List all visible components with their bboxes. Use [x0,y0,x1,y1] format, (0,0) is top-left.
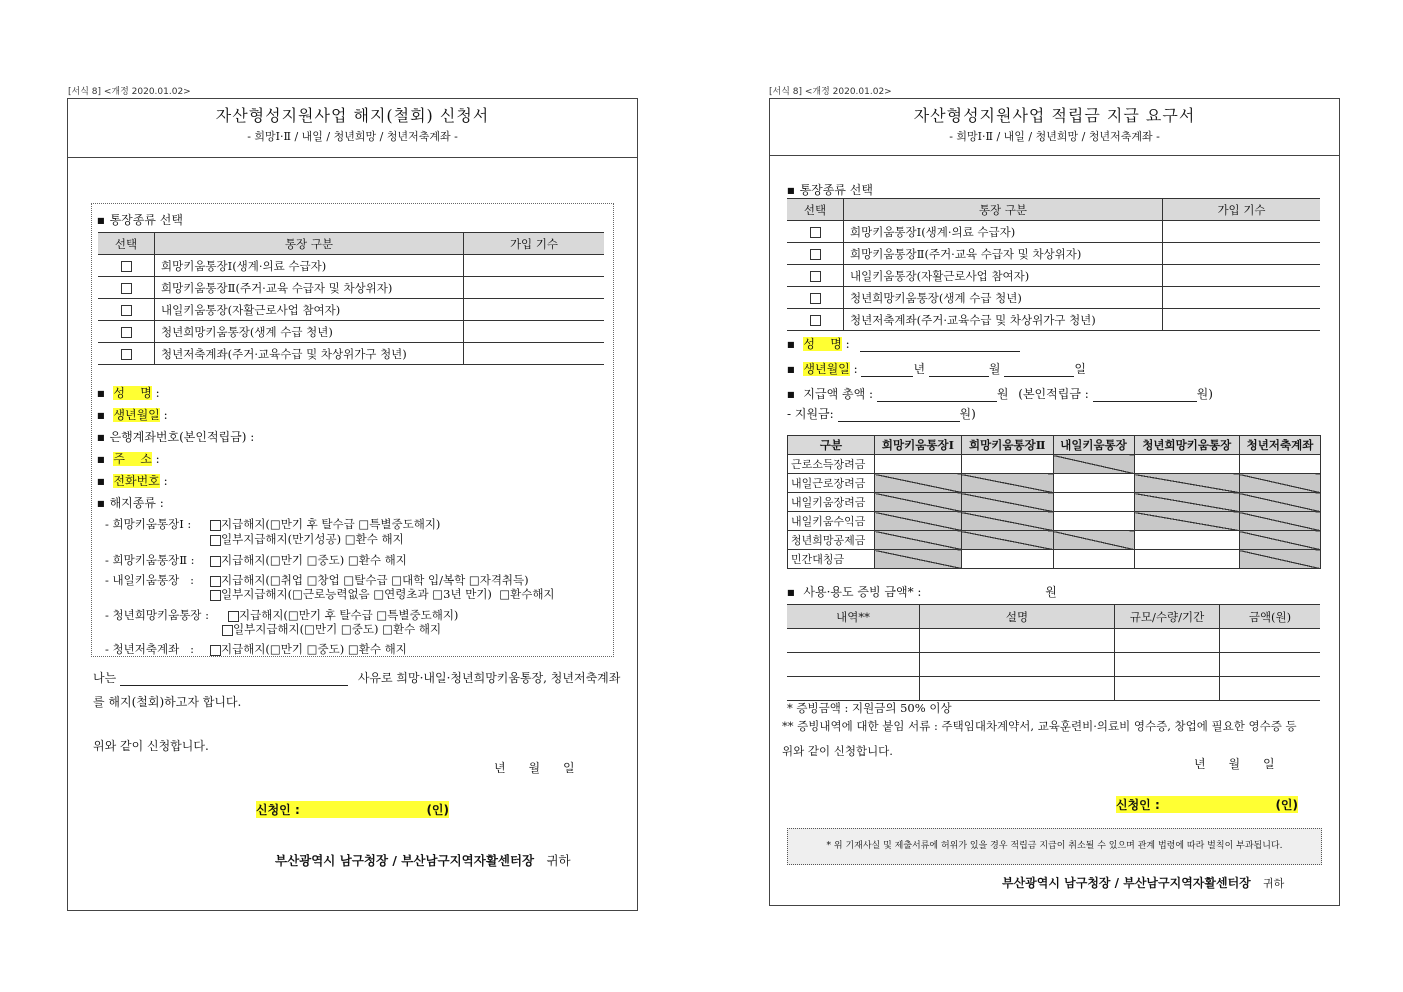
checkbox[interactable] [810,271,821,282]
table-row [787,243,1320,265]
grid-cell[interactable] [1134,550,1239,569]
right-form [769,98,1340,906]
address-field[interactable] [97,450,160,467]
t3-label: - 내일키움통장 : [105,573,195,587]
address-label: 주 소 [113,452,152,466]
cohort-cell[interactable] [464,255,605,277]
grid-cell-na [1134,512,1239,531]
reason-input[interactable] [120,673,348,686]
support-input[interactable] [838,409,960,422]
table-row [98,343,604,365]
left-inner-box [91,203,614,657]
grid-row [788,550,1321,569]
birth-label: 생년월일 [113,408,160,422]
cohort-cell[interactable] [1163,309,1321,331]
grid-col: 희망키움통장Ⅱ [961,436,1053,455]
month-label: 월 [988,362,1001,376]
t1-option1[interactable]: 지급해지(□만기 후 탈수급 □특별중도해지) [210,516,440,532]
col-select: 선택 [787,199,844,221]
phone-label: 전화번호 [113,474,160,488]
warning-box: * 위 기재사실 및 제출서류에 허위가 있을 경우 적립금 지급이 취소될 수 있으며 관계 법령에 따라 벌칙이 부과됩니다. [787,828,1322,865]
self-label: (본인적립금 : [1018,387,1089,401]
col-select: 선택 [98,233,155,255]
right-footer [1002,874,1284,891]
t4-option1[interactable]: 지급해지(□만기 후 탈수급 □특별중도해지) [228,607,458,623]
bank-field[interactable]: ■ 은행계좌번호(본인적립금) : [97,428,254,445]
termination-type-label: ■ 해지종류 : [97,494,164,511]
grid-cell[interactable] [1053,474,1134,493]
colon: : [853,362,858,376]
grid-row-label: 내일키움수익금 [788,512,875,531]
applicant-label: 신청인 : [256,803,300,817]
grid-row-label: 근로소득장려금 [788,455,875,474]
name-label: 성 명 [803,337,842,351]
grid-row-label: 내일근로장려금 [788,474,875,493]
grid-cell-na [1239,531,1320,550]
reason-statement: 나는 사유로 희망·내일·청년희망키움통장, 청년저축계좌 [93,671,621,685]
self-input[interactable] [1093,389,1197,402]
right-account-table [787,198,1320,331]
grid-cell-na [875,550,962,569]
grid-cell-na [875,474,962,493]
left-account-table [98,232,604,365]
right-form-tag: [서식 8] <개정 2020.01.02> [769,87,892,97]
table-row [98,321,604,343]
grid-cell-na [1239,512,1320,531]
left-form-header [68,99,637,158]
grid-row [788,512,1321,531]
grid-row [788,455,1321,474]
exp-col: 내역** [787,605,920,629]
account-name: 희망키움통장Ⅰ(생계·의료 수급자) [155,255,464,277]
won-close: 원) [959,407,976,421]
seal: (인) [1275,798,1298,812]
t2-option1[interactable]: 지급해지(□만기 □중도) □환수 해지 [210,552,407,568]
grid-cell[interactable] [961,550,1053,569]
account-name: 희망키움통장Ⅰ(생계·의료 수급자) [844,221,1163,243]
r-name-field[interactable] [787,335,1020,352]
account-name: 내일키움통장(자활근로사업 참여자) [844,265,1163,287]
table-row [787,309,1320,331]
grid-cell-na [875,512,962,531]
col-cohort: 가입 기수 [1163,199,1321,221]
exp-col: 금액(원) [1220,605,1321,629]
grid-cell-na [1134,493,1239,512]
total-field[interactable] [787,385,1213,402]
grid-cell-na [1134,474,1239,493]
payment-grid [787,435,1321,569]
checkbox[interactable] [810,227,821,238]
right-form-subtitle: - 희망Ⅰ·Ⅱ / 내일 / 청년희망 / 청년저축계좌 - [949,130,1160,143]
applicant-label: 신청인 : [1116,798,1160,812]
grid-cell[interactable] [1053,550,1134,569]
cohort-cell[interactable] [464,343,605,365]
t4-label: - 청년희망키움통장 : [105,608,209,622]
grid-cell-na [875,493,962,512]
grid-row [788,531,1321,550]
colon: : [163,474,168,488]
grid-cell-na [961,512,1053,531]
colon: : [845,337,850,351]
cohort-cell[interactable] [464,321,605,343]
grid-cell[interactable] [1053,512,1134,531]
grid-col: 희망키움통장Ⅰ [875,436,962,455]
colon: : [155,452,160,466]
table-row [98,255,604,277]
account-name: 청년저축계좌(주거·교육수급 및 차상위가구 청년) [155,343,464,365]
exp-col: 설명 [920,605,1115,629]
account-name: 희망키움통장Ⅱ(주거·교육 수급자 및 차상위자) [155,277,464,299]
usage-label: 사용·용도 증빙 금액* : [803,585,922,599]
col-account: 통장 구분 [155,233,464,255]
date-field[interactable]: 년 월 일 [494,761,575,775]
grid-cell-na [961,474,1053,493]
birth-field[interactable] [97,406,168,423]
name-input[interactable] [860,339,1020,352]
account-name: 청년저축계좌(주거·교육수급 및 차상위가구 청년) [844,309,1163,331]
grid-row-label: 민간대칭금 [788,550,875,569]
t4-option2[interactable]: 일부지급해지(□만기 □중도) □환수 해지 [222,621,441,637]
name-label: 성 명 [113,386,152,400]
t2-label: - 희망키움통장Ⅱ : [105,553,195,567]
left-form-tag: [서식 8] <개정 2020.01.02> [68,87,191,97]
grid-col: 내일키움통장 [1053,436,1134,455]
won-close: 원) [1196,387,1213,401]
t3-option1[interactable]: 지급해지(□취업 □창업 □탈수급 □대학 입/복학 □자격취득) [210,572,529,588]
checkbox[interactable] [121,305,132,316]
grid-col: 청년저축계좌 [1239,436,1320,455]
account-name: 희망키움통장Ⅱ(주거·교육 수급자 및 차상위자) [844,243,1163,265]
cohort-cell[interactable] [464,277,605,299]
grid-cell[interactable] [875,455,962,474]
col-cohort: 가입 기수 [464,233,605,255]
checkbox[interactable] [121,261,132,272]
table-row [787,221,1320,243]
total-input[interactable] [877,389,997,402]
applicant-field[interactable] [1116,796,1298,813]
colon: : [155,386,160,400]
usage-field[interactable] [787,583,1057,600]
reason-line2: 를 해지(철회)하고자 합니다. [93,695,242,709]
grid-col: 구분 [788,436,875,455]
grid-cell-na [961,493,1053,512]
grid-row-label: 청년희망공제금 [788,531,875,550]
r-birth-field[interactable] [787,360,1086,377]
grid-cell[interactable] [961,455,1053,474]
month-input[interactable] [929,364,989,377]
grid-cell-na [1053,531,1134,550]
recipient-suffix: 귀하 [1262,877,1285,890]
account-name: 내일키움통장(자활근로사업 참여자) [155,299,464,321]
grid-cell[interactable] [1134,455,1239,474]
right-form-header [770,99,1339,156]
grid-cell-na [961,531,1053,550]
grid-row [788,493,1321,512]
t1-label: - 희망키움통장Ⅰ : [105,517,192,531]
date-field[interactable]: 년 월 일 [1194,757,1275,771]
checkbox[interactable] [810,249,821,260]
grid-cell-na [1053,455,1134,474]
table-row [787,629,1320,653]
table-row [787,265,1320,287]
recipient: 부산광역시 남구청장 / 부산남구지역자활센터장 [1002,876,1251,890]
won-label: 원 [996,387,1009,401]
cohort-cell[interactable] [1163,243,1321,265]
table-row [787,653,1320,677]
checkbox[interactable] [121,283,132,294]
phone-field[interactable] [97,472,168,489]
note-evidence: * 증빙금액 : 지원금의 50% 이상 [787,701,952,715]
checkbox[interactable] [810,315,821,326]
apply-text: 위와 같이 신청합니다. [782,744,893,758]
t3-option2[interactable]: 일부지급해지(□근로능력없음 □연령초과 □3년 만기) □환수해지 [210,586,555,602]
day-input[interactable] [1004,364,1074,377]
table-row [98,299,604,321]
table-row [787,677,1320,701]
right-section-title: ■ 통장종류 선택 [787,181,873,198]
cohort-cell[interactable] [1163,287,1321,309]
left-form-title: 자산형성지원사업 해지(철회) 신청서 [215,106,490,125]
left-form-subtitle: - 희망Ⅰ·Ⅱ / 내일 / 청년희망 / 청년저축계좌 - [247,130,458,143]
grid-cell-na [1239,474,1320,493]
birth-label: 생년월일 [803,362,850,376]
left-form [67,98,638,911]
grid-cell[interactable] [1053,493,1134,512]
grid-cell-na [1239,493,1320,512]
grid-cell[interactable] [1239,455,1320,474]
checkbox[interactable] [121,349,132,360]
left-section-title: ■ 통장종류 선택 [97,211,183,228]
support-field[interactable] [787,405,976,422]
usage-won: 원 [1045,585,1057,599]
cohort-cell[interactable] [1163,265,1321,287]
seal: (인) [426,803,449,817]
recipient-suffix: 귀하 [546,853,571,868]
grid-cell-na [875,531,962,550]
recipient: 부산광역시 남구청장 / 부산남구지역자활센터장 [275,853,535,868]
applicant-field[interactable] [256,801,449,818]
grid-cell-na [1239,550,1320,569]
account-name: 청년희망키움통장(생계 수급 청년) [844,287,1163,309]
apply-text: 위와 같이 신청합니다. [93,739,209,753]
grid-row [788,474,1321,493]
grid-row-label: 내일키움장려금 [788,493,875,512]
t5-label: - 청년저축계좌 : [105,642,195,656]
checkbox[interactable] [810,293,821,304]
account-name: 청년희망키움통장(생계 수급 청년) [155,321,464,343]
grid-col: 청년희망키움통장 [1134,436,1239,455]
cohort-cell[interactable] [1163,221,1321,243]
t5-option1[interactable]: 지급해지(□만기 □중도) □환수 해지 [210,641,407,657]
table-row [787,287,1320,309]
name-field[interactable] [97,384,160,401]
year-label: 년 [913,362,926,376]
day-label: 일 [1074,362,1086,376]
exp-col: 규모/수량/기간 [1115,605,1220,629]
col-account: 통장 구분 [844,199,1163,221]
note-attachments: ** 증빙내역에 대한 붙임 서류 : 주택임대차계약서, 교육훈련비·의료비 영수증, 창업에 필요한 영수증 등 [782,719,1297,733]
colon: : [163,408,168,422]
total-label: 지급액 총액 : [803,387,874,401]
grid-cell[interactable] [1134,531,1239,550]
t1-option2[interactable]: 일부지급해지(만기성공) □환수 해지 [210,531,404,547]
cohort-cell[interactable] [464,299,605,321]
checkbox[interactable] [121,327,132,338]
right-form-title: 자산형성지원사업 적립금 지급 요구서 [913,106,1196,125]
expense-table [787,604,1320,701]
left-footer [275,851,571,869]
year-input[interactable] [861,364,913,377]
table-row [98,277,604,299]
support-label: - 지원금: [787,407,834,421]
